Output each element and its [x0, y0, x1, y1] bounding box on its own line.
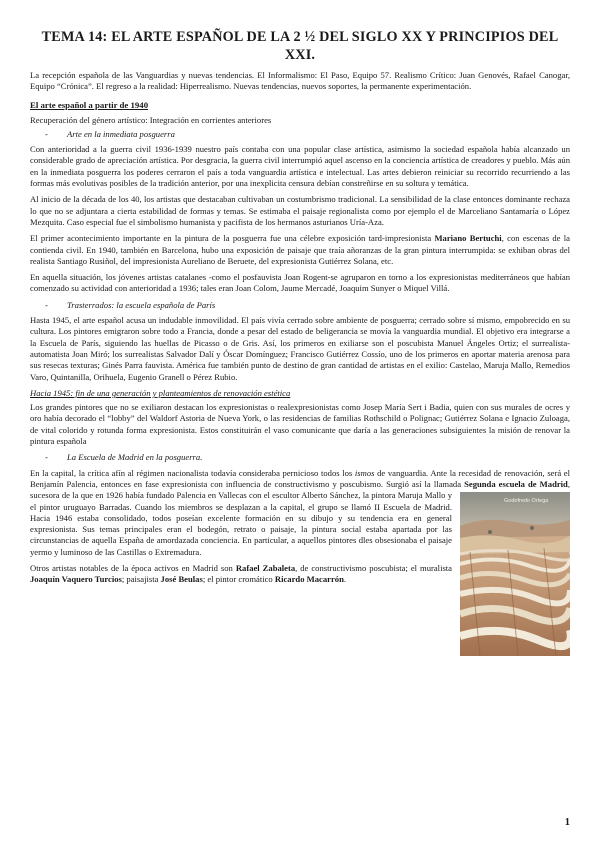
- section-heading: El arte español a partir de 1940: [30, 99, 149, 110]
- bullet-dash: -: [45, 452, 48, 463]
- landscape-painting-image: [460, 492, 570, 656]
- landscape-painting-svg: [460, 492, 570, 656]
- bullet-madrid-school: [30, 452, 570, 463]
- topic-summary: La recepción española de las Vanguardias y nuevas tendencias. El Informalismo: El Paso, Equipo 57. Realismo Crítico: Juan Genovés, Rafael Canogar, Equipo “Crónica”. El regreso a la realidad: Hiperrealismo. Nuevas tendencias, nuevos soportes, la permanente experimentación.: [30, 70, 570, 92]
- artist-beulas: José Beulas: [160, 574, 203, 585]
- paragraph-7-text-a: En la capital, la crítica afín al régimen nacionalista todavía consideraba pernicioso todos los: [30, 467, 355, 478]
- paragraph-6: Los grandes pintores que no se exiliaron destacan los expresionistas o realexpresionistas como Josep María Sert i Badia, quien con sus murales de ocres y oro había decorado el “lobby” del Waldorf Astoria de Nueva York, o las residencias de familias Rothschild o Polignac; Gutiérrez Solana e Ignacio Zuloaga, de vital colorido y rotunda forma expresionista. Estos constituirán el vaso comunicante que daría a las generaciones subsiguientes la misión de renovar la pintura española: [30, 402, 570, 447]
- paragraph-8-text-b: , de constructivismo poscubista; el muralista: [295, 562, 453, 573]
- bullet-postwar: [30, 129, 570, 140]
- bullet-postwar-label: Arte en la inmediata posguerra: [67, 128, 175, 139]
- paragraph-8-text-d: ; el pintor cromático: [202, 574, 275, 585]
- artist-bertuchi: Mariano Bertuchi: [434, 233, 502, 244]
- artist-macarron: Ricardo Macarrón: [274, 574, 344, 585]
- painting-caption: Godofredo Ortega: [504, 498, 549, 505]
- page-number: 1: [564, 817, 570, 828]
- paragraph-3-text-b: , con escenas de la contienda civil. En 1940, también en Barcelona, hubo una exposición de paisaje que traía añoranzas de la gran pintura interrumpida: se exhiban obras del realista Santiago Rusiñol, del impresionista Aureliano de Beruete, del expresionista Gutiérrez Solana, etc.: [30, 233, 570, 266]
- paragraph-8-text-c: ; paisajista: [121, 574, 161, 585]
- paragraph-7-text-c: , sucesora de la que en 1926 había fundado Palencia en Vallecas con el escultor Alberto Sánchez, la pintora Maruja Mallo y el pintor uruguayo Barradas. Cuando los miembros se desplazan a la capital, el grupo se llamó II Escuela de Madrid. Hacia 1946 estaba consolidado, todos poseían excelente formación en su dibujo y su tendencia era en general expresionista. Sus temas principales eran el bodegón, retrato o paisaje, la pintura social estaba apartada por las circunstancias de aquella España de amordazada conciencia. En particular, a aquellos pintores dles obsesionaba el paisaje yermo y luminoso de las Castillas o Extremadura.: [30, 478, 570, 557]
- term-ismos: ismos: [354, 467, 375, 478]
- paragraph-4: En aquella situación, los jóvenes artistas catalanes -como el posfauvista Joan Rogent-se agruparon en torno a los expresionistas mediterráneos que habían comenzado su actividad con anterioridad a 1936; tales eran Joan Colom, Jaume Mercadé, Joaquim Sunyer o Miquel Villá.: [30, 272, 570, 294]
- page-title: TEMA 14: EL ARTE ESPAÑOL DE LA 2 ½ DEL SIGLO XX Y PRINCIPIOS DEL XXI.: [41, 29, 559, 63]
- term-segunda-escuela: Segunda escuela de Madrid: [464, 478, 568, 489]
- paragraph-8-text-a: Otros artistas notables de la época activos en Madrid son: [30, 562, 236, 573]
- artist-vaquero-turcios: Joaquín Vaquero Turcios: [30, 574, 122, 585]
- bullet-exiles: [30, 300, 570, 311]
- paragraph-8-text-e: .: [343, 574, 347, 585]
- paragraph-7-text-b: de vanguardia. Ante la recesidad de renovación, será el Benjamín Palencia, entonces en fase expresionista con influencia de constructivismo y poscubismo. Surgió así la llamada: [30, 467, 571, 489]
- subheading-1945: Hacia 1945: fin de una generación y planteamientos de renovación estética: [30, 387, 291, 398]
- paragraph-5: Hasta 1945, el arte español acusa un indudable inmovilidad. El país vivía cerrado sobre ambiente de posguerra; cerrado sobre sí mismo, empobrecido en su cultura. Los pintores emigraron sobre todo a Francia, donde a pesar del estado de beligerancia se movía la vanguardia mundial. El objetivo era integrarse a la Escuela de París, siguiendo las huellas de Picasso o de Gris. Así, los primeros en exiliarse son el poscubista Manuel Ángeles Ortiz; el surrealista-automatista Joan Miró; los surrealistas Salvador Dalí y Óscar Domínguez; Francisco Gutiérrez Cossío, uno de los primeros en aportar materia arenosa para sus resecas texturas; Ginés Parra fauvista. América fue también punto de destino de gran cantidad de artistas en el exilio: Castelao, Maruja Mallo, Remedios Varo, Quintanilla, Orihuela, Eugenio Granell o Pérez Rubio.: [30, 315, 570, 382]
- paragraph-3-text-a: El primer acontecimiento importante en la pintura de la posguerra fue una célebre exposición tard-impresionista: [30, 233, 435, 244]
- bullet-madrid-school-label: La Escuela de Madrid en la posguerra.: [67, 452, 203, 463]
- bullet-exiles-label: Trasterrados: la escuela española de París: [67, 299, 216, 310]
- recovery-line: Recuperación del género artístico: Integración en corrientes anteriores: [30, 114, 272, 125]
- paragraph-1: Con anterioridad a la guerra civil 1936-1939 nuestro país contaba con una popular clase artística, asimismo la sociedad española había alcanzado un considerable grado de apreciación artística. Por desgracia, la guerra civil interrumpió aquel ascenso en la conciencia artística de creadores y pueblo. Más aún en la inmediata posguerra los poderes cerraron el país a toda vanguardia artística e intelectual. Las artes debieron reiniciar su recorrido recurriendo a las formas más evolutivas posibles de la tradición anterior, por una inexplicita censura debían constreñirse en su soltura y temática.: [30, 144, 570, 189]
- bullet-dash: -: [45, 128, 48, 139]
- bullet-dash: -: [45, 299, 48, 310]
- madrid-section: [30, 468, 570, 586]
- artist-zabaleta: Rafael Zabaleta: [235, 562, 296, 573]
- paragraph-7: [30, 468, 570, 558]
- paragraph-3: [30, 233, 570, 267]
- paragraph-2: Al inicio de la década de los 40, los artistas que destacaban cultivaban un costumbrismo tradicional. La sensibilidad de la clase entonces dominante rechaza lo que no se adjuntara a cierta estabilidad de formas y temas. Se estimaba el paisaje regionalista como por ejemplo el de Marceliano Santamaría o López Mezquita. Caso especial fue el simbolismo humanista y pacifista de los hermanos asturianos Uría-Aza.: [30, 194, 570, 227]
